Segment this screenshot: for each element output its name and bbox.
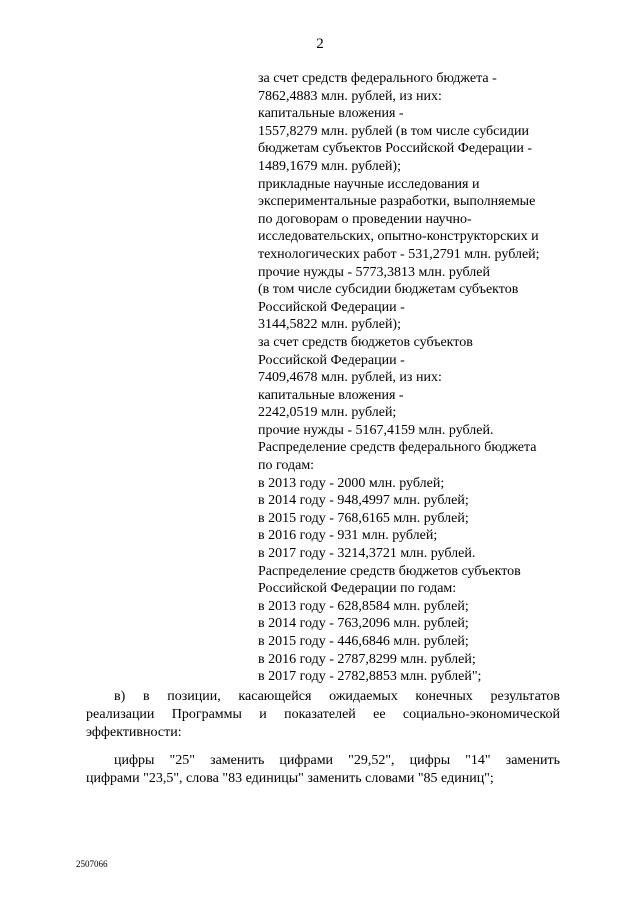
document-footer-code: 2507066 [76, 859, 108, 869]
passport-line: в 2016 году - 2787,8299 млн. рублей; [258, 651, 476, 667]
passport-line: в 2014 году - 948,4997 млн. рублей; [258, 493, 469, 509]
passport-line: прочие нужды - 5773,3813 млн. рублей [258, 264, 490, 280]
passport-line: Распределение средств бюджетов субъектов [258, 563, 521, 579]
paragraph-line: реализации Программы и показателей ее социально-экономической [86, 707, 560, 722]
paragraph-line: цифрами "23,5", слова "83 единицы" заменить словами "85 единиц"; [86, 771, 494, 786]
passport-line: капитальные вложения - [258, 387, 404, 403]
passport-line: по годам: [258, 458, 315, 474]
passport-line: технологических работ - 531,2791 млн. рублей; [258, 246, 540, 262]
passport-line: в 2014 году - 763,2096 млн. рублей; [258, 616, 469, 632]
passport-line: капитальные вложения - [258, 106, 404, 122]
paragraph-line: эффективности: [86, 725, 182, 740]
passport-line: в 2017 году - 3214,3721 млн. рублей. [258, 546, 476, 562]
passport-line: за счет средств федерального бюджета - [258, 71, 497, 86]
passport-line: (в том числе субсидии бюджетам субъектов [258, 282, 519, 298]
passport-line: 2242,0519 млн. рублей; [258, 405, 397, 421]
passport-line: в 2016 году - 931 млн. рублей; [258, 528, 438, 544]
passport-line: 3144,5822 млн. рублей); [258, 317, 401, 333]
passport-line: 1489,1679 млн. рублей); [258, 158, 401, 174]
passport-line: исследовательских, опытно-конструкторских и [258, 229, 539, 245]
passport-line: прикладные научные исследования и [258, 176, 480, 192]
passport-line: в 2017 году - 2782,8853 млн. рублей"; [258, 669, 482, 685]
passport-line: по договорам о проведении научно- [258, 211, 472, 227]
passport-line: 1557,8279 млн. рублей (в том числе субсидии [258, 123, 529, 139]
passport-line: Российской Федерации - [258, 299, 405, 315]
passport-line: за счет средств бюджетов субъектов [258, 334, 473, 350]
passport-line: экспериментальные разработки, выполняемые [258, 194, 536, 210]
passport-line: в 2013 году - 628,8584 млн. рублей; [258, 598, 469, 614]
passport-line: Российской Федерации - [258, 352, 405, 368]
passport-line: в 2015 году - 768,6165 млн. рублей; [258, 510, 469, 526]
passport-line: 7862,4883 млн. рублей, из них: [258, 88, 442, 104]
paragraph-line: в) в позиции, касающейся ожидаемых конечных результатов [114, 689, 560, 704]
passport-line: бюджетам субъектов Российской Федерации - [258, 141, 533, 157]
passport-line: 7409,4678 млн. рублей, из них: [258, 370, 442, 386]
passport-line: Российской Федерации по годам: [258, 581, 457, 597]
passport-line: прочие нужды - 5167,4159 млн. рублей. [258, 422, 494, 438]
passport-line: в 2013 году - 2000 млн. рублей; [258, 475, 445, 491]
amendment-paragraph-replacements [86, 752, 560, 788]
passport-funding-block [258, 70, 578, 686]
page-number: 2 [316, 36, 324, 52]
amendment-paragraph-b [86, 688, 560, 742]
passport-line: в 2015 году - 446,6846 млн. рублей; [258, 634, 469, 649]
passport-line: Распределение средств федерального бюджета [258, 440, 537, 456]
paragraph-line: цифры "25" заменить цифрами "29,52", цифры "14" заменить [114, 753, 560, 768]
